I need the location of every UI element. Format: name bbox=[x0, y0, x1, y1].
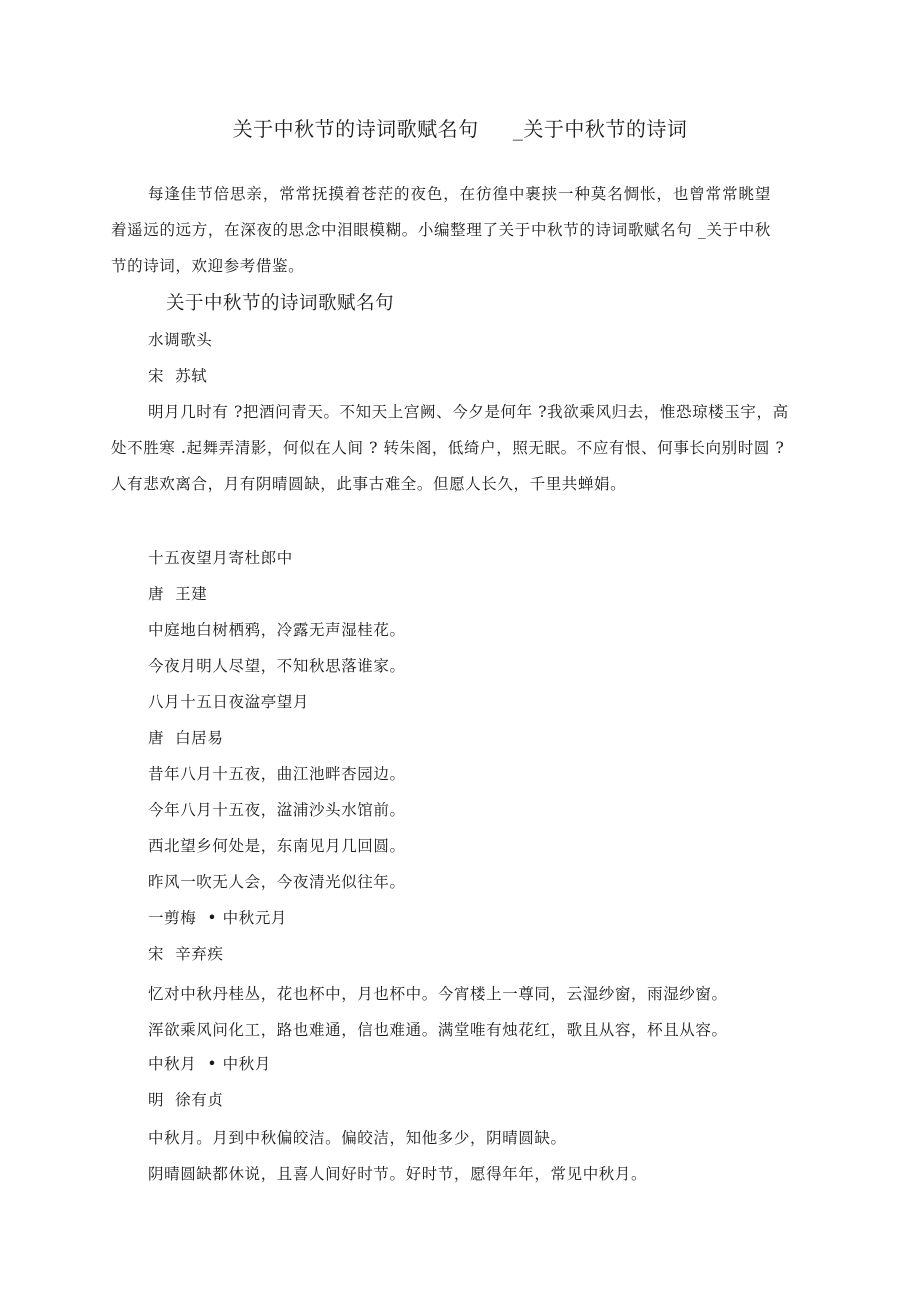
section-heading: 关于中秋节的诗词歌赋名句 bbox=[166, 293, 395, 314]
poem-line: 忆对中秋丹桂丛，花也杯中，月也杯中。今宵楼上一尊同，云湿纱窗，雨湿纱窗。 bbox=[148, 985, 728, 1003]
poem-line: 昔年八月十五夜，曲江池畔杏园边。 bbox=[148, 765, 406, 783]
poem-title: 水调歌头 bbox=[148, 331, 213, 349]
poem-author: 宋 苏轼 bbox=[148, 367, 208, 385]
poem-line: 中庭地白树栖鸦，冷露无声湿桂花。 bbox=[148, 621, 406, 639]
poem-author: 唐 白居易 bbox=[148, 729, 224, 747]
poem-body: 明月几时有 ?把酒问青天。不知天上宫阙、今夕是何年 ?我欲乘风归去，惟恐琼楼玉宇，高处不胜寒 .起舞弄清影，何似在人间 ? 转朱阁，低绮户，照无眠。不应有恨、何事长向别时圆 ?人有悲欢离合，月有阴晴圆缺，此事古难全。但愿人长久，千里共蝉娟。 bbox=[111, 403, 789, 493]
poem-author: 明 徐有贞 bbox=[148, 1091, 224, 1109]
poem-title: 八月十五日夜湓亭望月 bbox=[148, 693, 310, 711]
document-title: 关于中秋节的诗词歌赋名句 _关于中秋节的诗词 bbox=[232, 117, 688, 141]
poem-line: 昨风一吹无人会，今夜清光似往年。 bbox=[148, 873, 406, 891]
poem-line: 西北望乡何处是，东南见月几回圆。 bbox=[148, 837, 406, 855]
poem-line: 中秋月。月到中秋偏皎洁。偏皎洁，知他多少，阴晴圆缺。 bbox=[148, 1129, 567, 1147]
poem-line: 阴晴圆缺都休说，且喜人间好时节。好时节，愿得年年，常见中秋月。 bbox=[148, 1165, 648, 1183]
poem-title: 十五夜望月寄杜郎中 bbox=[148, 549, 293, 567]
poem-author: 宋 辛弃疾 bbox=[148, 945, 224, 963]
poem-line: 今夜月明人尽望，不知秋思落谁家。 bbox=[148, 657, 406, 675]
poem-line: 浑欲乘风问化工，路也难通，信也难通。满堂唯有烛花红，歌且从容，杯且从容。 bbox=[148, 1021, 728, 1039]
poem-title: 一剪梅 • 中秋元月 bbox=[148, 909, 288, 927]
poem-author: 唐 王建 bbox=[148, 585, 208, 603]
poem-line: 今年八月十五夜，湓浦沙头水馆前。 bbox=[148, 801, 406, 819]
poem-title: 中秋月 • 中秋月 bbox=[148, 1055, 271, 1073]
intro-paragraph: 每逢佳节倍思亲，常常抚摸着苍茫的夜色，在彷徨中裹挟一种莫名惆怅，也曾常常眺望着遥远的远方，在深夜的思念中泪眼模糊。小编整理了关于中秋节的诗词歌赋名句 _关于中秋节的诗词，欢迎参考借鉴。 bbox=[111, 185, 771, 275]
